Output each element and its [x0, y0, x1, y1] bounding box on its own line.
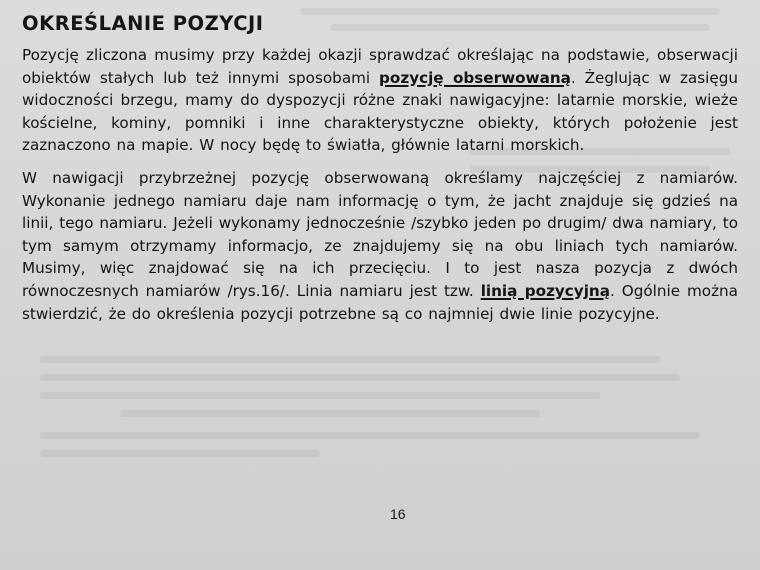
- paragraph-text: Pozycję zliczona musimy przy każdej okazji sprawdzać określając na podstawie, obserwacji obiektów stałych lub też innymi sposobami: [22, 46, 738, 87]
- term-position-line: linią pozycyjną: [480, 281, 610, 300]
- paragraph-bearings: [22, 167, 738, 325]
- paragraph-text: . Ogólnie można stwierdzić, że do określenia pozycji potrzebne są co najmniej dwie linie pozycyjne.: [22, 281, 738, 323]
- paragraph-text: W nawigacji przybrzeżnej pozycję obserwowaną określamy najczęściej z namiarów. Wykonanie jednego namiaru daje nam informację o tym, że jacht znajduje się gdzieś na linii, tego namiaru. Jeżeli wykonamy jednocześnie /szybko jeden po drugim/ dwa namiary, to tym samym otrzymamy informacjo, ze znajdujemy się na obu liniach tych namiarów. Musimy, więc znajdować się na ich przecięciu. I to jest nasza pozycja z dwóch równoczesnych namiarów /rys.16/. Linia namiaru jest tzw.: [22, 168, 738, 300]
- page-content: [22, 10, 738, 335]
- term-observed-position: pozycję obserwowaną: [379, 68, 571, 87]
- paragraph-observed-position: [22, 44, 738, 157]
- section-heading: OKREŚLANIE POZYCJI: [22, 12, 264, 35]
- page-number: 16: [390, 506, 406, 522]
- paragraph-text: . Żeglując w zasięgu widoczności brzegu, mamy do dyspozycji różne znaki nawigacyjne: latarnie morskie, wieże kościelne, kominy, pomniki i inne charakterystyczne obiekty, których położenie jest zaznaczono na mapie. W nocy będę to światła, głównie latarni morskich.: [22, 68, 738, 155]
